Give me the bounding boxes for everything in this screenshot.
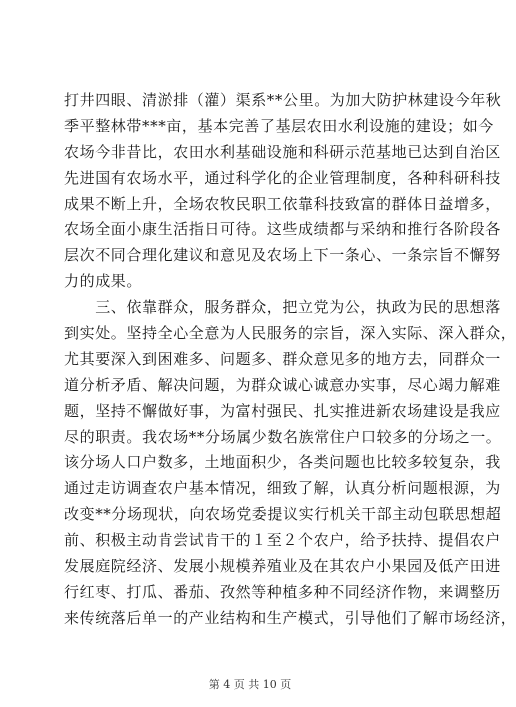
text-line: 该分场人口户数多，土地面积少，各类问题也比较多较复杂，我: [64, 453, 501, 472]
text-line: 层次不同合理化建议和意见及农场上下一条心、一条宗旨不懈努: [64, 246, 501, 265]
text-line: 行红枣、打瓜、番茄、孜然等种植多种不同经济作物，来调整历: [64, 582, 501, 601]
text-line: 力的成果。: [64, 272, 143, 291]
text-line: 来传统落后单一的产业结构和生产模式，引导他们了解市场经济，: [64, 608, 516, 627]
text-line: 先进国有农场水平，通过科学化的企业管理制度，各种科研科技: [64, 168, 501, 187]
text-line: 尤其要深入到困难多、问题多、群众意见多的地方去，同群众一: [64, 349, 501, 368]
text-line: 季平整林带***亩，基本完善了基层农田水利设施的建设；如今: [64, 116, 494, 135]
text-line: 三、依靠群众，服务群众，把立党为公，执政为民的思想落: [64, 298, 501, 317]
text-line: 尽的职责。我农场**分场属少数名族常住户口较多的分场之一。: [64, 427, 502, 446]
text-line: 农场全面小康生活指日可待。这些成绩都与采纳和推行各阶段各: [64, 220, 501, 239]
text-line: 题，坚持不懈做好事，为富村强民、扎实推进新农场建设是我应: [64, 401, 501, 420]
text-line: 改变**分场现状，向农场党委提议实行机关干部主动包联思想超: [64, 505, 502, 524]
text-line: 前、积极主动肯尝试肯干的１至２个农户，给予扶持、提倡农户: [64, 531, 501, 550]
text-line: 到实处。坚持全心全意为人民服务的宗旨，深入实际、深入群众，: [64, 324, 516, 343]
text-line: 通过走访调查农户基本情况，细致了解，认真分析问题根源，为: [64, 479, 501, 498]
text-line: 打井四眼、清淤排（灌）渠系**公里。为加大防护林建设今年秋: [64, 91, 502, 109]
text-line: 道分析矛盾、解决问题，为群众诚心诚意办实事，尽心竭力解难: [64, 375, 501, 394]
page-footer: 第 4 页 共 10 页: [208, 678, 292, 691]
text-line: 农场今非昔比，农田水利基础设施和科研示范基地已达到自治区: [64, 142, 501, 161]
text-line: 发展庭院经济、发展小规模养殖业及在其农户小果园及低产田进: [64, 557, 501, 576]
text-line: 成果不断上升，全场农牧民职工依靠科技致富的群体日益增多，: [64, 194, 501, 213]
body-text: [64, 88, 516, 632]
